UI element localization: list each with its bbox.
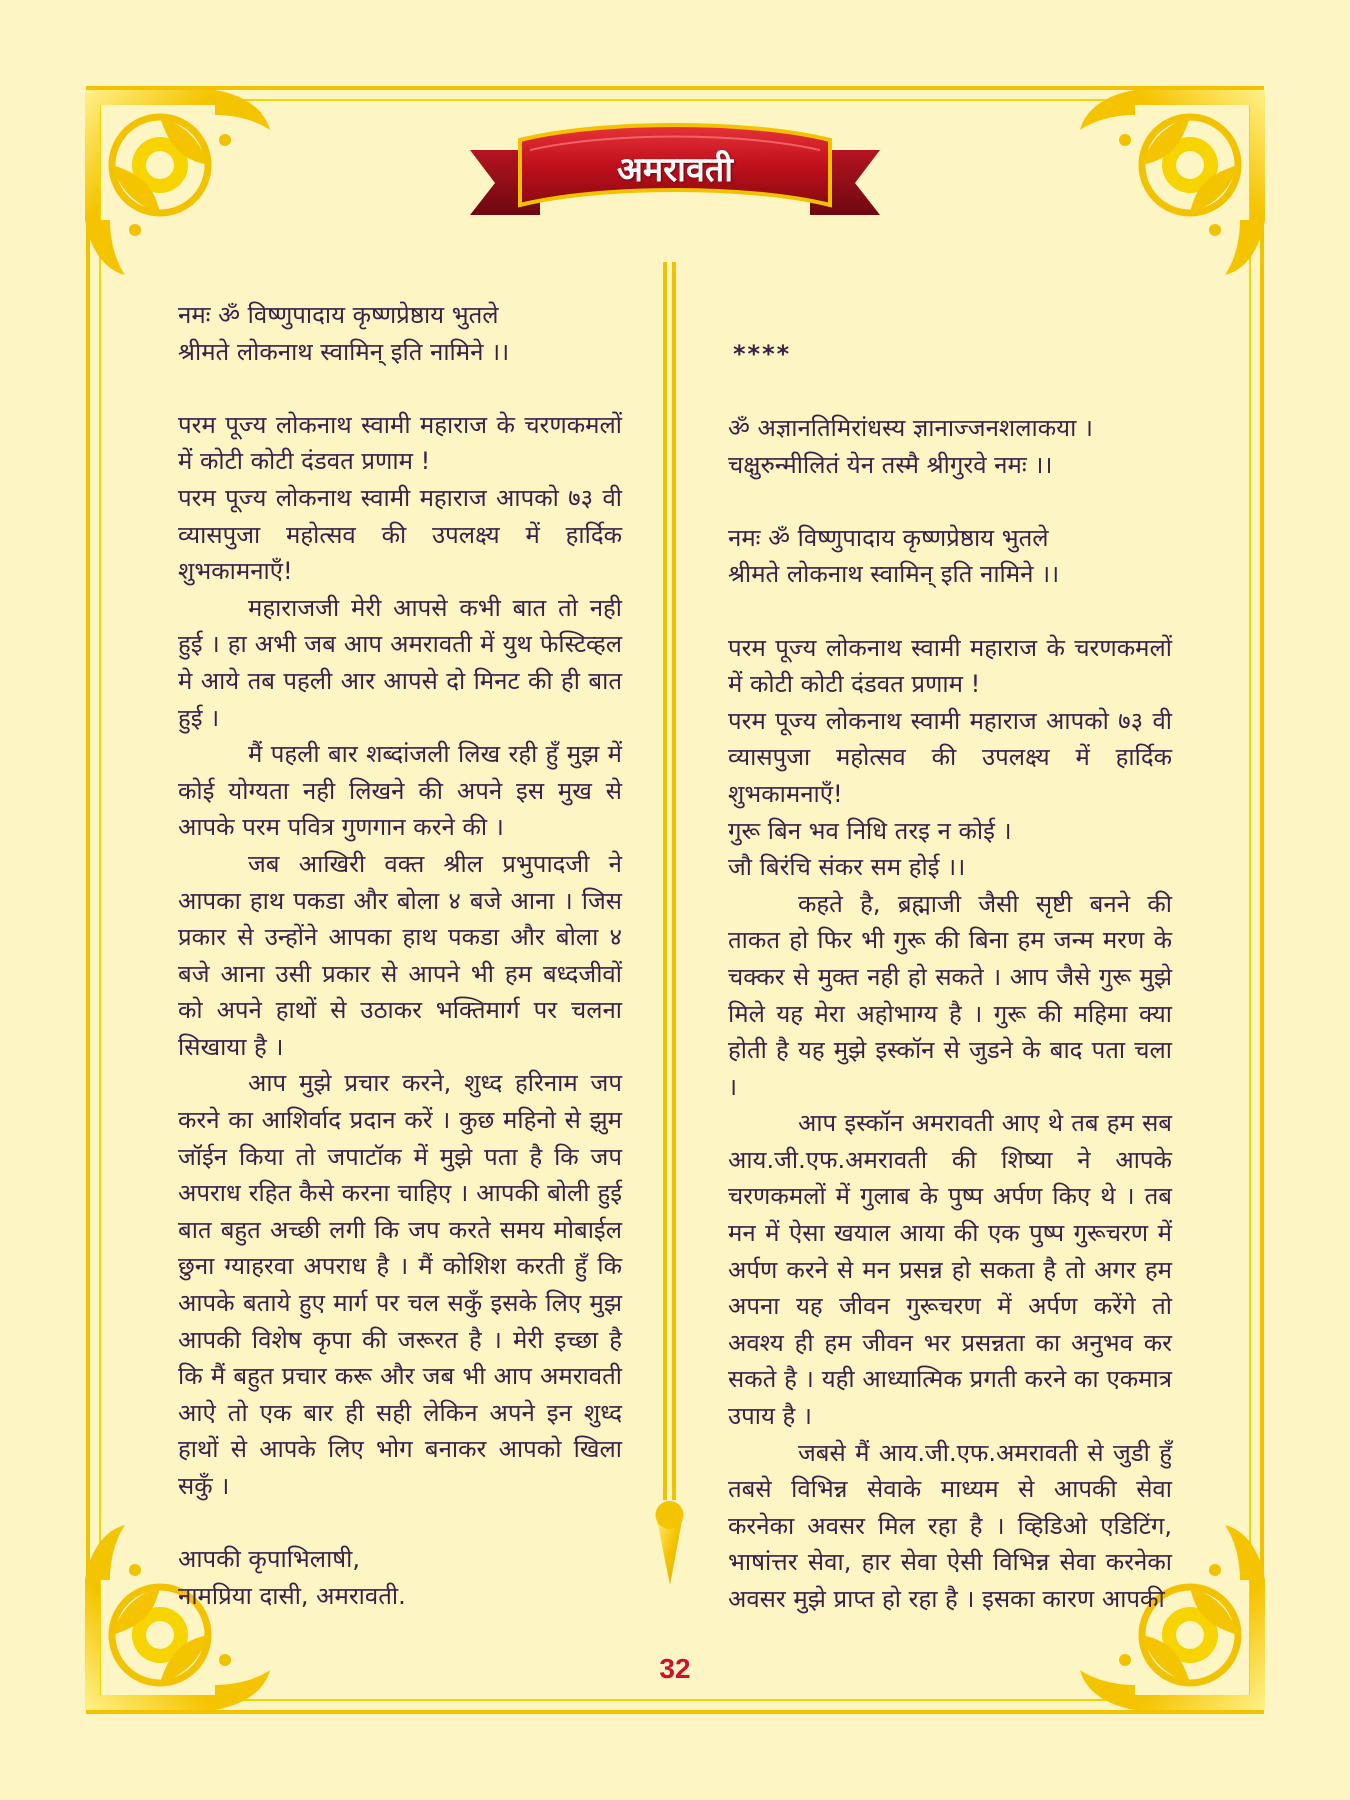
mantra-line: चक्षुरुन्मीलितं येन तस्मै श्रीगुरवे नमः ।।	[728, 450, 1053, 479]
body-paragraph: महाराजजी मेरी आपसे कभी बात तो नही हुई । हा अभी जब आप अमरावती में युथ फेस्टिव्हल मे आये तब पहली आर आपसे दो मिनट की ही बात हुई ।	[178, 593, 622, 732]
body-paragraph: आप इस्कॉन अमरावती आए थे तब हम सब आय.जी.एफ.अमरावती की शिष्या ने आपके चरणकमलों में गुलाब के पुष्प अर्पण किए थे । तब मन में ऐसा खयाल आया की एक पुष्प गुरूचरण में अर्पण करने से मन प्रसन्न हो सकता है तो अगर हम अपना यह जीवन गुरूचरण में अर्पण करेंगे तो अवश्य ही हम जीवन भर प्रसन्नता का अनुभव कर सकते है । यही आध्यात्मिक प्रगती करने का एकमात्र उपाय है ।	[728, 1109, 1172, 1431]
greeting-paragraph: परम पूज्य लोकनाथ स्वामी महाराज आपको ७३ वी व्यासपुजा महोत्सव की उपलक्ष्य में हार्दिक शुभकामनाएँ!	[728, 706, 1172, 808]
salutation-paragraph: परम पूज्य लोकनाथ स्वामी महाराज के चरणकमलों में कोटी कोटी दंडवत प्रणाम !	[728, 633, 1172, 699]
mantra-line: नमः ॐ विष्णुपादाय कृष्णप्रेष्ठाय भुतले	[728, 523, 1049, 552]
column-divider	[656, 262, 684, 1585]
body-paragraph: जब आखिरी वक्त श्रील प्रभुपादजी ने आपका हाथ पकडा और बोला ४ बजे आना । जिस प्रकार से उन्होंने आपका हाथ पकडा और बोला ४ बजे आना उसी प्रकार से आपने भी हम बध्दजीवों को अपने हाथों से उठाकर भक्तिमार्ग पर चलना सिखाया है ।	[178, 849, 622, 1061]
signature-closing: आपकी कृपाभिलाषी,	[178, 1545, 361, 1574]
right-column	[728, 410, 1172, 1618]
section-separator: ****	[733, 340, 792, 368]
salutation-paragraph: परम पूज्य लोकनाथ स्वामी महाराज के चरणकमलों में कोटी कोटी दंडवत प्रणाम !	[178, 410, 622, 476]
verse-line: जौ बिरंचि संकर सम होई ।।	[728, 853, 966, 882]
mantra-line: नमः ॐ विष्णुपादाय कृष्णप्रेष्ठाय भुतले	[178, 301, 499, 329]
mantra-line: श्रीमते लोकनाथ स्वामिन् इति नामिने ।।	[178, 337, 510, 366]
body-paragraph: आप मुझे प्रचार करने, शुध्द हरिनाम जप करने का आशिर्वाद प्रदान करें । कुछ महिनो से झुम जॉईन किया तो जपाटॉक में मुझे पता है कि जप अपराध रहित कैसे करना चाहिए । आपकी बोली हुई बात बहुत अच्छी लगी कि जप करते समय मोबाईल छुना ग्याहरवा अपराध है । मैं कोशिश करती हुँ कि आपके बताये हुए मार्ग पर चल सकुँ इसके लिए मुझ आपकी विशेष कृपा की जरूरत है । मेरी इच्छा है कि मैं बहुत प्रचार करू और जब भी आप अमरावती आऐ तो एक बार ही सही लेकिन अपने इन शुध्द हाथों से आपके लिए भोग बनाकर आपको खिला सकुँ ।	[178, 1069, 622, 1500]
body-paragraph: कहते है, ब्रह्माजी जैसी सृष्टी बनने की ताकत हो फिर भी गुरू की बिना हम जन्म मरण के चक्कर से मुक्त नही हो सकते । आप जैसे गुरू मुझे मिले यह मेरा अहोभाग्य है । गुरू की महिमा क्या होती है यह मुझे इस्कॉन से जुडने के बाद पता चला ।	[728, 889, 1172, 1101]
verse-line: गुरू बिन भव निधि तरइ न कोई ।	[728, 816, 1012, 845]
mantra-line: ॐ अज्ञानतिमिरांधस्य ज्ञानाज्जनशलाकया ।	[728, 414, 1094, 442]
left-column	[178, 297, 622, 1614]
signature-name: नामप्रिया दासी, अमरावती.	[178, 1581, 406, 1610]
page-title: अमरावती	[616, 150, 734, 190]
body-paragraph: मैं पहली बार शब्दांजली लिख रही हुँ मुझ में कोई योग्यता नही लिखने की अपने इस मुख से आपके परम पवित्र गुणगान करने की ।	[178, 740, 622, 842]
mantra-line: श्रीमते लोकनाथ स्वामिन् इति नामिने ।।	[728, 560, 1060, 589]
greeting-paragraph: परम पूज्य लोकनाथ स्वामी महाराज आपको ७३ वी व्यासपुजा महोत्सव की उपलक्ष्य में हार्दिक शुभकामनाएँ!	[178, 483, 622, 586]
body-paragraph: जबसे मैं आय.जी.एफ.अमरावती से जुडी हुँ तबसे विभिन्न सेवाके माध्यम से आपकी सेवा करनेका अवसर मिल रहा है । व्हिडिओ एडिटिंग, भाषांत्तर सेवा, हार सेवा ऐसी विभिन्न सेवा करनेका अवसर मुझे प्राप्त हो रहा है । इसका कारण आपकी	[728, 1438, 1172, 1613]
page-number: 32	[659, 1653, 691, 1684]
